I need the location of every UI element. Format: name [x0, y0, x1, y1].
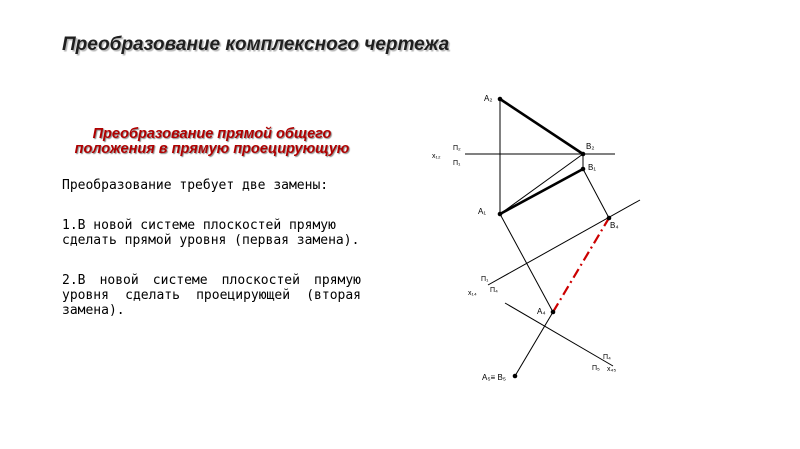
label-b1: B₁ [588, 163, 597, 172]
label-a5-b5: A₅≡ B₅ [482, 373, 507, 382]
label-p4: П₄ [490, 287, 498, 294]
slide-title: Преобразование комплексного чертежа [62, 34, 450, 55]
segment-a1-b2-thin [500, 154, 583, 214]
segment-a4-b4-true-length [553, 218, 609, 312]
linkage-b1-b4 [583, 169, 609, 218]
label-a1: A₁ [478, 207, 487, 216]
point-a4 [551, 310, 556, 315]
label-p5: П₅ [592, 365, 600, 372]
segment-a1-b1 [500, 169, 583, 214]
point-b4 [607, 216, 612, 221]
paragraph-step-1: 1.В новой системе плоскостей прямую сделать прямой уровня (первая замена). [62, 218, 360, 248]
point-b1 [581, 167, 586, 172]
label-b4: B₄ [610, 221, 619, 230]
axis-x14-line [488, 200, 640, 285]
label-x14: x₁₄ [468, 290, 477, 297]
label-a4: A₄ [537, 307, 546, 316]
label-p1-second: П₁ [481, 276, 489, 283]
label-x45: x₄₅ [607, 366, 617, 373]
point-b2 [581, 152, 586, 157]
label-p4-second: П₄ [603, 354, 611, 361]
linkage-a4-a5 [515, 312, 553, 376]
linkage-a1-a4 [500, 214, 553, 312]
paragraph-intro: Преобразование требует две замены: [62, 178, 329, 193]
label-b2: B₂ [586, 142, 595, 151]
point-a5-b5 [513, 374, 518, 379]
axis-x45-line [505, 303, 613, 366]
slide-subtitle: Преобразование прямой общего положения в прямую проецирующую [74, 126, 350, 157]
segment-a2-b2 [500, 99, 583, 154]
paragraph-step-2: 2.В новой системе плоскостей прямую уровня сделать проецирующей (вторая замена). [62, 273, 361, 318]
point-a1 [498, 212, 503, 217]
label-p2: П₂ [453, 145, 461, 152]
label-p1: П₁ [453, 160, 461, 167]
label-x12: x₁₂ [432, 153, 441, 160]
point-a2 [498, 97, 503, 102]
label-a2: A₂ [484, 94, 493, 103]
